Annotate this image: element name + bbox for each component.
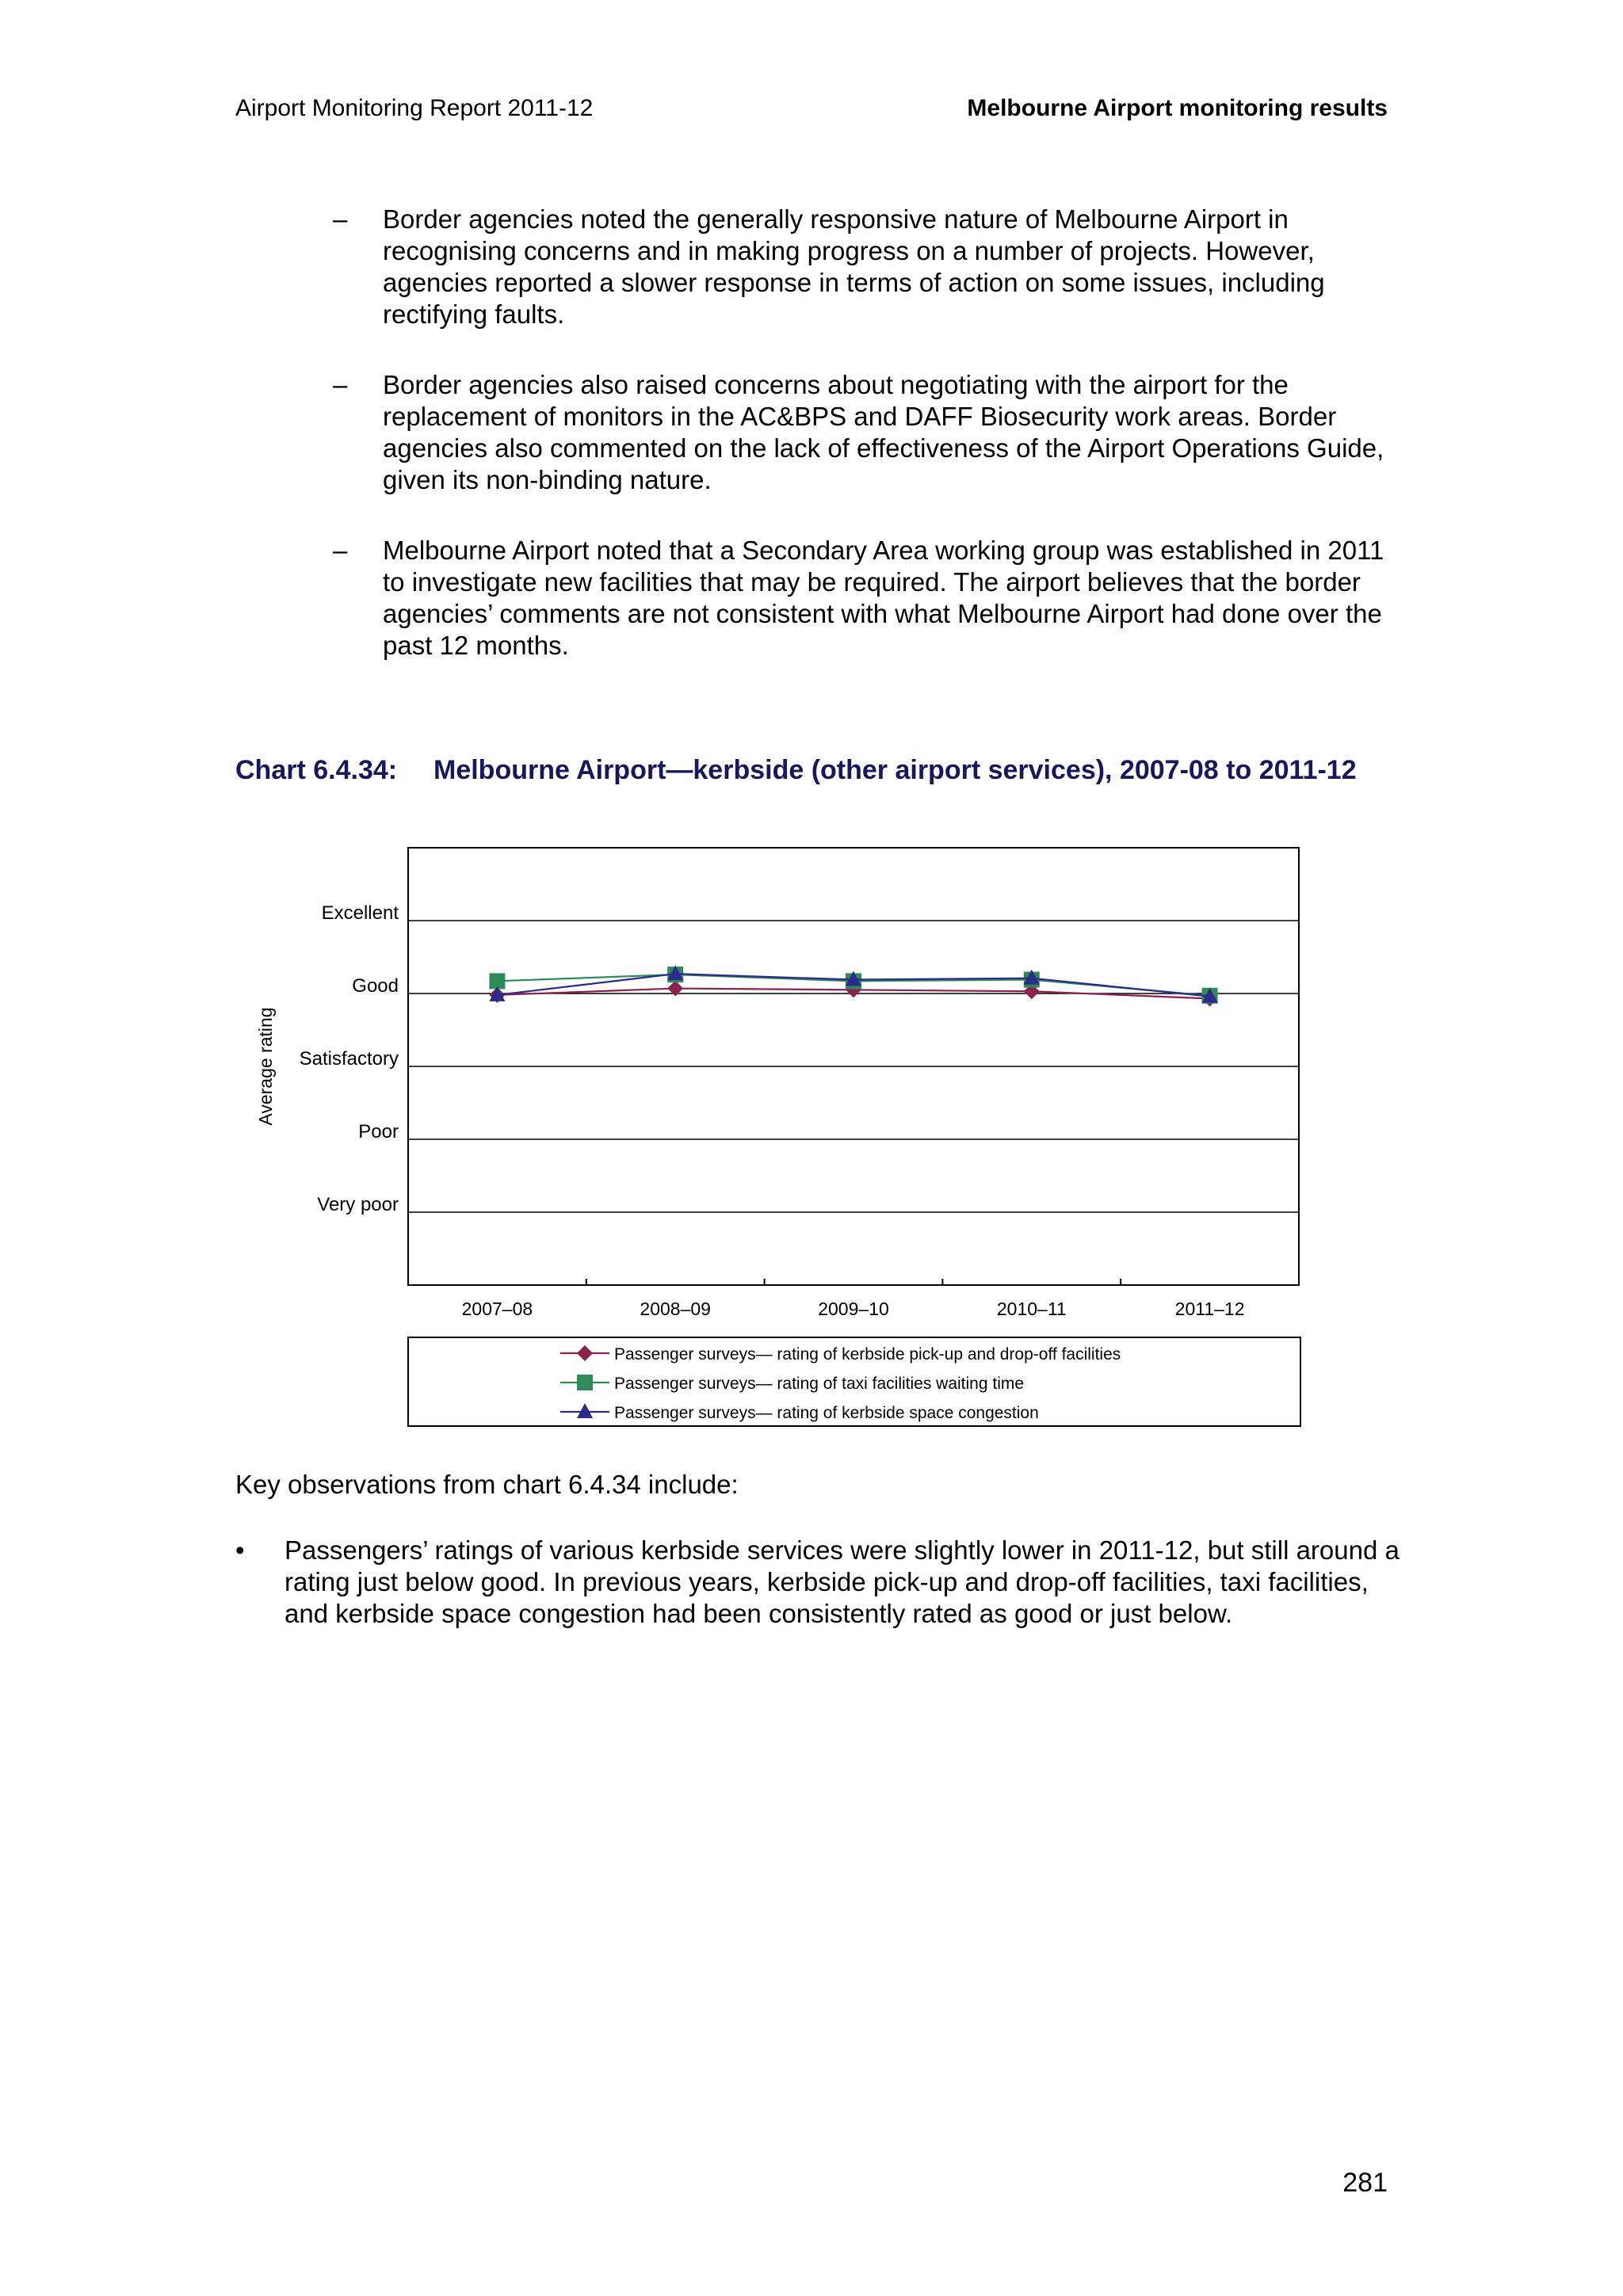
legend-label: Passenger surveys— rating of kerbside pick-up and drop-off facilities [614, 1345, 1121, 1363]
kerbside-rating-chart [235, 824, 1313, 1434]
x-tick-label: 2010–11 [996, 1299, 1067, 1319]
x-tick-label: 2008–09 [640, 1299, 711, 1319]
y-tick-label: Excellent [321, 902, 399, 924]
running-header-left: Airport Monitoring Report 2011-12 [235, 95, 594, 121]
dash-marker: – [333, 370, 348, 399]
chart-caption [235, 755, 1357, 786]
x-tick-label: 2009–10 [818, 1299, 889, 1319]
legend-label: Passenger surveys— rating of taxi facilities waiting time [614, 1375, 1025, 1393]
dash-item-text: Border agencies also raised concerns about negotiating with the airport for the replacement of monitors in the AC&BPS and DAFF Biosecurity work areas. Border agencies also commented on the lack of effectiveness of the Airport Operations Guide, given its non-binding nature. [383, 370, 1384, 494]
x-tick-label: 2007–08 [461, 1299, 533, 1319]
running-header-right: Melbourne Airport monitoring results [967, 95, 1388, 121]
legend-marker-square [577, 1375, 593, 1390]
observation-text: Passengers’ ratings of various kerbside services were slightly lower in 2011-12, but still around a rating just below good. In previous years, kerbside pick-up and drop-off facilities, taxi facilities, and kerbside space congestion had been consistently rated as good or just below. [285, 1535, 1400, 1628]
y-tick-label: Poor [358, 1121, 399, 1142]
dash-list-item [333, 369, 1395, 496]
chart-number: Chart 6.4.34: [235, 755, 398, 785]
observation-bullet [235, 1535, 1408, 1630]
x-tick-label: 2011–12 [1174, 1299, 1245, 1319]
dash-list-item [333, 204, 1395, 330]
observations-heading: Key observations from chart 6.4.34 include: [235, 1470, 739, 1499]
bullet-marker: • [235, 1535, 245, 1565]
dash-item-text: Melbourne Airport noted that a Secondary Area working group was established in 2011 to investigate new facilities that may be required. The airport believes that the border agencies’ comments are not consistent with what Melbourne Airport had done over the past 12 months. [383, 536, 1384, 660]
dash-marker: – [333, 204, 348, 234]
y-tick-label: Satisfactory [299, 1048, 399, 1070]
dash-item-text: Border agencies noted the generally responsive nature of Melbourne Airport in recognising concerns and in making progress on a number of projects. However, agencies reported a slower response in terms of action on some issues, including rectifying faults. [383, 204, 1325, 329]
y-tick-label: Good [352, 975, 399, 997]
chart-title: Melbourne Airport—kerbside (other airport services), 2007-08 to 2011-12 [433, 755, 1357, 785]
y-axis-label: Average rating [255, 1007, 276, 1126]
legend-label: Passenger surveys— rating of kerbside space congestion [614, 1404, 1039, 1422]
dash-list-item [333, 535, 1395, 662]
y-tick-label: Very poor [317, 1194, 399, 1215]
dash-marker: – [333, 536, 348, 565]
page-number: 281 [1342, 2168, 1388, 2198]
